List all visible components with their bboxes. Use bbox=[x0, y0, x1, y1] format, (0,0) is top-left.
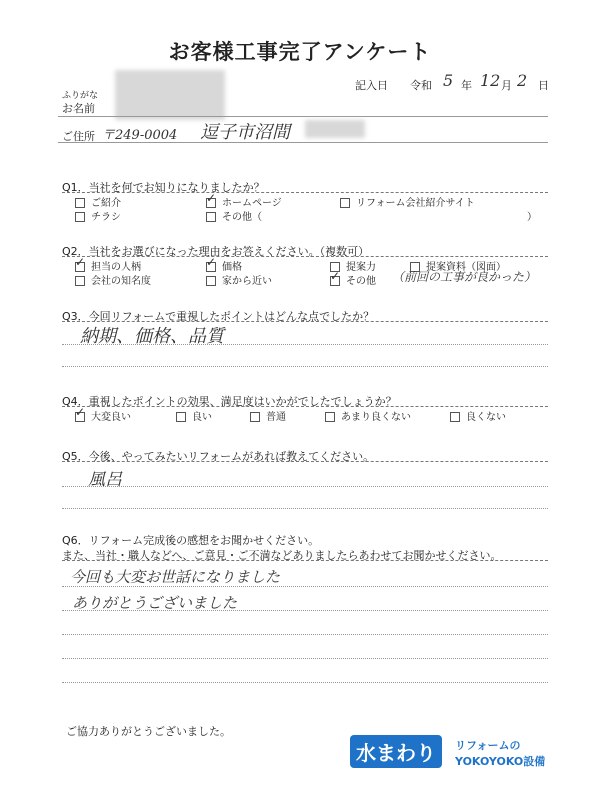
checkbox-checked-icon[interactable] bbox=[330, 276, 340, 286]
q5-answer: 風呂 bbox=[88, 470, 122, 490]
redacted-name bbox=[115, 70, 225, 120]
q2-title-box bbox=[62, 240, 548, 257]
q4-option-good[interactable]: 良い bbox=[176, 408, 212, 423]
q2-option-proposal[interactable]: 提案力 bbox=[330, 258, 376, 273]
q6-line-2 bbox=[62, 610, 548, 611]
q6-subtitle-box bbox=[62, 544, 548, 561]
q6-line-5 bbox=[62, 682, 548, 683]
q2-other-text: （前回の工事が良かった） bbox=[392, 270, 537, 284]
q2-option-other[interactable]: ✓ その他 bbox=[330, 272, 376, 287]
q6-line-1 bbox=[62, 586, 548, 587]
page-title: お客様工事完了アンケート bbox=[168, 40, 432, 64]
q4-option-bad[interactable]: 良くない bbox=[450, 408, 506, 423]
checkbox-icon[interactable] bbox=[206, 276, 216, 286]
q3-line-2 bbox=[62, 366, 548, 367]
checkbox-checked-icon[interactable] bbox=[75, 412, 85, 422]
q6-title: Q6．リフォーム完成後の感想をお聞かせください。 bbox=[62, 534, 320, 547]
footer-thanks: ご協力ありがとうございました。 bbox=[66, 725, 231, 738]
q5-line-1 bbox=[62, 486, 548, 487]
checkbox-icon[interactable] bbox=[75, 276, 85, 286]
q1-option-referral[interactable]: ご紹介 bbox=[75, 194, 121, 209]
q1-option-other[interactable]: その他（ bbox=[206, 208, 262, 223]
q1-option-flyer[interactable]: チラシ bbox=[75, 208, 121, 223]
name-label: お名前 bbox=[62, 102, 95, 115]
q4-title-box bbox=[62, 390, 548, 407]
address-underline bbox=[58, 142, 548, 143]
q1-option-reform-site[interactable]: リフォーム会社紹介サイト bbox=[340, 194, 475, 209]
q6-line-4 bbox=[62, 658, 548, 659]
q4-option-normal[interactable]: 普通 bbox=[250, 408, 286, 423]
q1-other-close-paren: ） bbox=[527, 212, 537, 223]
q1-title-box bbox=[62, 176, 548, 193]
checkbox-checked-icon[interactable] bbox=[206, 198, 216, 208]
logo-sub-text-1: リフォームの bbox=[455, 739, 521, 752]
furigana-label: ふりがな bbox=[62, 91, 99, 101]
q5-title-box bbox=[62, 445, 548, 462]
year-unit: 年 bbox=[461, 79, 472, 92]
q3-title: Q3．今回リフォームで重視したポイントはどんな点でしたか？ bbox=[62, 310, 375, 323]
q1-title: Q1．当社を何でお知りになりましたか？ bbox=[62, 181, 265, 194]
month-value: 12 bbox=[480, 71, 501, 90]
checkbox-icon[interactable] bbox=[75, 198, 85, 208]
q4-title: Q4．重視したポイントの効果、満足度はいかがでしたでしょうか？ bbox=[62, 395, 397, 408]
logo-sub-text-2: YOKOYOKO設備 bbox=[455, 755, 546, 768]
month-unit: 月 bbox=[501, 79, 512, 92]
checkbox-checked-icon[interactable] bbox=[75, 262, 85, 272]
q6-subtitle: また、当社・職人などへ、ご意見・ご不満などありましたらあわせてお聞かせください。 bbox=[62, 549, 502, 562]
checkbox-icon[interactable] bbox=[176, 412, 186, 422]
checkbox-icon[interactable] bbox=[250, 412, 260, 422]
era-label: 令和 bbox=[410, 79, 432, 92]
name-underline bbox=[58, 116, 548, 117]
q6-line-3 bbox=[62, 634, 548, 635]
redacted-address bbox=[305, 120, 365, 138]
q3-line-1 bbox=[62, 344, 548, 345]
q3-answer: 納期、価格、品質 bbox=[80, 326, 224, 347]
q4-option-very-good[interactable]: ✓大変良い bbox=[75, 408, 131, 423]
q2-option-price[interactable]: ✓ 価格 bbox=[206, 258, 242, 273]
logo-main-text: 水まわり bbox=[350, 735, 442, 768]
q2-option-reputation[interactable]: 会社の知名度 bbox=[75, 272, 151, 287]
checkbox-icon[interactable] bbox=[206, 212, 216, 222]
q2-option-staff[interactable]: ✓担当の人柄 bbox=[75, 258, 141, 273]
q6-answer-line-2: ありがとうございました bbox=[72, 594, 238, 612]
q2-option-drawings[interactable]: 提案資料（図面） bbox=[410, 258, 506, 273]
entry-date-label: 記入日 bbox=[355, 79, 388, 92]
postal-code: 〒249-0004 bbox=[102, 128, 178, 143]
address-value: 逗子市沼間 bbox=[200, 122, 290, 143]
q4-option-not-so-good[interactable]: あまり良くない bbox=[325, 408, 411, 423]
day-value: 2 bbox=[517, 71, 528, 90]
q3-title-box bbox=[62, 305, 548, 322]
checkbox-icon[interactable] bbox=[450, 412, 460, 422]
day-unit: 日 bbox=[538, 79, 549, 92]
q1-option-homepage[interactable]: ✓ ホームページ bbox=[206, 194, 282, 209]
address-label: ご住所 bbox=[62, 130, 95, 143]
checkbox-icon[interactable] bbox=[325, 412, 335, 422]
q2-option-nearby[interactable]: 家から近い bbox=[206, 272, 272, 287]
q2-title: Q2．当社をお選びになった理由をお答えください。（複数可） bbox=[62, 245, 370, 258]
checkbox-icon[interactable] bbox=[75, 212, 85, 222]
checkbox-icon[interactable] bbox=[340, 198, 350, 208]
q6-answer-line-1: 今回も大変お世話になりました bbox=[70, 568, 281, 586]
q5-line-2 bbox=[62, 508, 548, 509]
checkbox-checked-icon[interactable] bbox=[206, 262, 216, 272]
company-logo bbox=[350, 735, 550, 775]
year-value: 5 bbox=[443, 71, 454, 90]
q5-title: Q5．今後、やってみたいリフォームがあれば教えてください。 bbox=[62, 450, 375, 463]
